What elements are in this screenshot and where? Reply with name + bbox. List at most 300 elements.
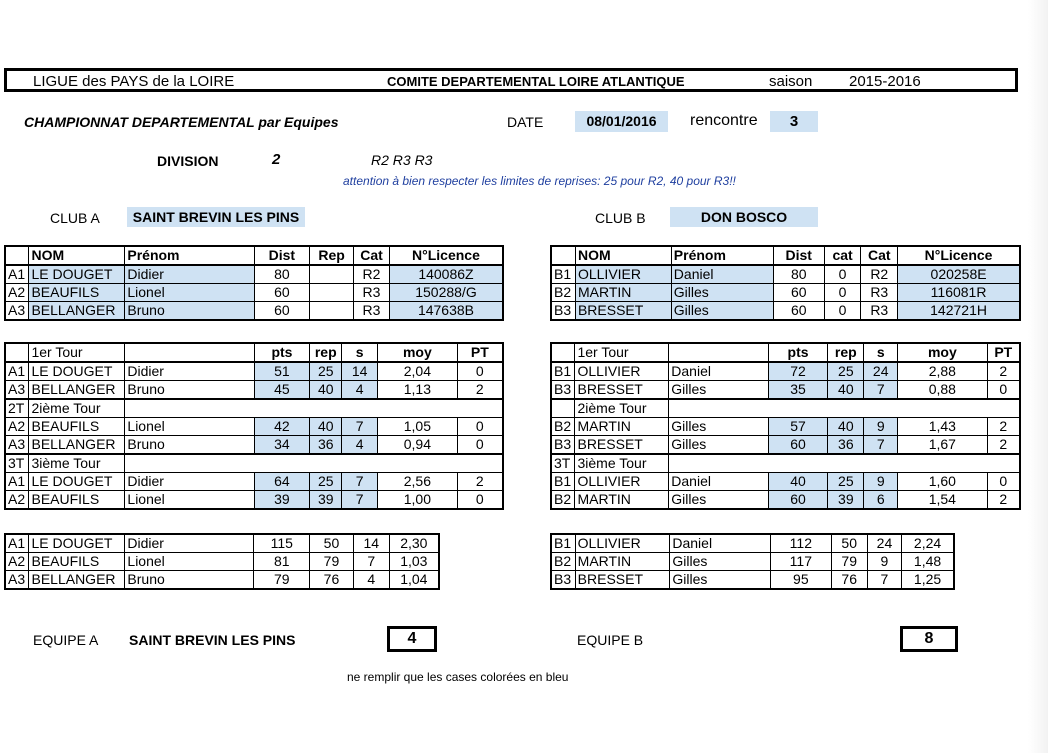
match-cell	[987, 399, 1020, 418]
match-cell	[768, 454, 828, 473]
player-prenom[interactable]: Daniel	[671, 265, 773, 284]
player-dist: 60	[773, 284, 824, 302]
match-cell	[378, 454, 458, 473]
match-cell	[254, 454, 310, 473]
match-cell: MARTIN	[575, 418, 669, 436]
total-cell: 79	[831, 553, 867, 571]
match-cell: Daniel	[669, 473, 768, 491]
player-id: B3	[551, 302, 575, 321]
match-cell: Lionel	[125, 491, 254, 510]
match-cell	[669, 454, 768, 473]
match-cell[interactable]: 40	[768, 473, 828, 491]
player-rep: 0	[824, 284, 861, 302]
match-cell: 2,04	[378, 362, 458, 381]
total-cell: B1	[551, 534, 575, 553]
player-id: A1	[5, 265, 29, 284]
player-licence[interactable]: 142721H	[898, 302, 1020, 321]
total-cell: 1,25	[902, 571, 954, 590]
match-cell: Didier	[125, 362, 254, 381]
total-cell: LE DOUGET	[29, 534, 125, 553]
match-cell	[310, 454, 342, 473]
match-cell	[254, 399, 310, 418]
total-cell: A3	[5, 571, 29, 590]
total-cell: 50	[831, 534, 867, 553]
match-cell	[457, 454, 503, 473]
match-cell[interactable]: 40	[828, 381, 864, 400]
player-nom[interactable]: BEAUFILS	[29, 284, 125, 302]
match-cell[interactable]: 24	[864, 362, 898, 381]
col-rep: Rep	[310, 246, 354, 265]
player-prenom[interactable]: Gilles	[671, 284, 773, 302]
match-cell	[125, 454, 254, 473]
match-cell: B1	[551, 362, 575, 381]
player-dist: 60	[254, 302, 310, 321]
division-classes: R2 R3 R3	[371, 152, 433, 168]
match-cell	[828, 454, 864, 473]
match-cell: 1,13	[378, 381, 458, 400]
match-cell: 0	[987, 381, 1020, 400]
match-cell: 3ième Tour	[29, 454, 125, 473]
total-cell: 24	[867, 534, 901, 553]
match-cell[interactable]: 7	[342, 418, 378, 436]
division-value: 2	[272, 151, 281, 168]
table-row	[551, 265, 1020, 284]
total-cell: Gilles	[670, 553, 771, 571]
match-cell: 2	[987, 362, 1020, 381]
equipe-a-label: EQUIPE A	[33, 632, 99, 648]
match-cell: 2ième Tour	[29, 399, 125, 418]
match-cell: Daniel	[669, 362, 768, 381]
table-row	[5, 473, 503, 491]
table-row	[551, 302, 1020, 321]
match-cell[interactable]: 45	[254, 381, 310, 400]
footer-note: ne remplir que les cases colorées en bleu	[347, 670, 569, 684]
match-cell: BELLANGER	[29, 436, 125, 455]
club-b-label: CLUB B	[595, 210, 646, 226]
total-cell: Daniel	[670, 534, 771, 553]
matches-b-table	[550, 342, 1021, 510]
match-cell: 0	[457, 362, 503, 381]
match-cell	[342, 399, 378, 418]
player-licence[interactable]: 140086Z	[389, 265, 503, 284]
season-value: 2015-2016	[849, 73, 921, 90]
match-cell[interactable]: 39	[310, 491, 342, 510]
match-cell[interactable]: 6	[864, 491, 898, 510]
total-cell: BEAUFILS	[29, 553, 125, 571]
player-id: A2	[5, 284, 29, 302]
match-cell: OLLIVIER	[575, 362, 669, 381]
player-licence[interactable]: 147638B	[389, 302, 503, 321]
match-cell[interactable]: 40	[310, 381, 342, 400]
table-row	[5, 553, 439, 571]
total-cell: A1	[5, 534, 29, 553]
total-cell: 112	[771, 534, 831, 553]
match-cell: MARTIN	[575, 491, 669, 510]
match-cell	[898, 454, 987, 473]
match-cell: 2	[987, 418, 1020, 436]
header-cell: rep	[310, 343, 342, 362]
player-licence[interactable]: 116081R	[898, 284, 1020, 302]
player-nom[interactable]: BRESSET	[575, 302, 671, 321]
col-cat-lower: cat	[824, 246, 861, 265]
match-cell[interactable]: 60	[768, 436, 828, 455]
season-label: saison	[769, 73, 813, 90]
table-row	[5, 571, 439, 590]
roster-a-table	[4, 245, 504, 321]
match-cell: A3	[5, 436, 29, 455]
table-row	[551, 534, 954, 553]
division-label: DIVISION	[157, 153, 219, 169]
player-licence[interactable]: 020258E	[898, 265, 1020, 284]
match-cell[interactable]: 60	[768, 491, 828, 510]
col-licence: N°Licence	[389, 246, 503, 265]
player-rep	[310, 265, 354, 284]
match-cell: BEAUFILS	[29, 418, 125, 436]
match-cell: B1	[551, 473, 575, 491]
matches-header	[5, 343, 503, 362]
table-row	[551, 362, 1020, 381]
player-nom[interactable]: OLLIVIER	[575, 265, 671, 284]
player-dist: 80	[254, 265, 310, 284]
match-cell	[310, 399, 342, 418]
match-cell: 0	[987, 473, 1020, 491]
total-cell: A2	[5, 553, 29, 571]
player-dist: 60	[254, 284, 310, 302]
match-cell: BEAUFILS	[29, 491, 125, 510]
player-nom[interactable]: BELLANGER	[29, 302, 125, 321]
table-row	[5, 534, 439, 553]
header-cell: rep	[828, 343, 864, 362]
table-row	[5, 362, 503, 381]
total-cell: BELLANGER	[29, 571, 125, 590]
total-cell: 81	[254, 553, 310, 571]
total-cell: 4	[353, 571, 389, 590]
match-cell[interactable]: 39	[828, 491, 864, 510]
col-nom: NOM	[29, 246, 125, 265]
col-prenom: Prénom	[125, 246, 254, 265]
player-cat: R3	[354, 302, 390, 321]
match-cell	[457, 399, 503, 418]
match-cell: LE DOUGET	[29, 362, 125, 381]
total-cell: B3	[551, 571, 575, 590]
player-dist: 60	[773, 302, 824, 321]
header-cell: pts	[254, 343, 310, 362]
player-id: B2	[551, 284, 575, 302]
total-cell: Didier	[125, 534, 254, 553]
scan-edge	[1028, 0, 1048, 753]
header-cell: s	[864, 343, 898, 362]
match-cell: 2	[987, 491, 1020, 510]
table-row	[551, 454, 1020, 473]
player-prenom[interactable]: Didier	[125, 265, 254, 284]
match-cell[interactable]: 36	[828, 436, 864, 455]
player-rep: 0	[824, 302, 861, 321]
match-cell: 0	[457, 418, 503, 436]
header-cell: 1er Tour	[575, 343, 669, 362]
table-row	[551, 399, 1020, 418]
match-cell[interactable]: 25	[310, 362, 342, 381]
match-cell: 3ième Tour	[575, 454, 669, 473]
score-b: 8	[900, 626, 958, 652]
table-row	[5, 381, 503, 400]
match-cell[interactable]: 34	[254, 436, 310, 455]
match-cell: LE DOUGET	[29, 473, 125, 491]
player-prenom[interactable]: Gilles	[671, 302, 773, 321]
total-cell: 2,24	[902, 534, 954, 553]
total-cell: 76	[310, 571, 354, 590]
header-cell: PT	[987, 343, 1020, 362]
match-cell: 2	[457, 473, 503, 491]
match-cell	[551, 399, 575, 418]
header-cell: moy	[378, 343, 458, 362]
header-cell	[669, 343, 768, 362]
table-row	[551, 284, 1020, 302]
match-cell[interactable]: 7	[864, 381, 898, 400]
col-prenom: Prénom	[671, 246, 773, 265]
header-bar	[4, 68, 1018, 92]
match-cell: 0,88	[898, 381, 987, 400]
table-row	[5, 454, 503, 473]
committee-name: COMITE DEPARTEMENTAL LOIRE ATLANTIQUE	[387, 74, 685, 89]
match-cell: Lionel	[125, 418, 254, 436]
club-a-field[interactable]: SAINT BREVIN LES PINS	[127, 207, 305, 227]
total-cell: 79	[254, 571, 310, 590]
player-prenom[interactable]: Bruno	[125, 302, 254, 321]
match-cell[interactable]: 36	[310, 436, 342, 455]
rencontre-field[interactable]: 3	[770, 111, 818, 132]
club-a-label: CLUB A	[50, 210, 100, 226]
match-cell[interactable]: 14	[342, 362, 378, 381]
match-cell: 0	[457, 491, 503, 510]
col-licence: N°Licence	[898, 246, 1020, 265]
total-cell: 117	[771, 553, 831, 571]
match-cell: 2ième Tour	[575, 399, 669, 418]
match-cell: Didier	[125, 473, 254, 491]
date-label: DATE	[507, 114, 544, 130]
reprise-warning: attention à bien respecter les limites de reprises: 25 pour R2, 40 pour R3!!	[343, 174, 736, 188]
header-cell: PT	[457, 343, 503, 362]
match-cell: 2T	[5, 399, 29, 418]
total-cell: 7	[867, 571, 901, 590]
col-dist: Dist	[254, 246, 310, 265]
match-cell: 1,67	[898, 436, 987, 455]
matches-header	[551, 343, 1020, 362]
match-cell	[898, 399, 987, 418]
col-dist: Dist	[773, 246, 824, 265]
table-row	[551, 473, 1020, 491]
match-cell: BRESSET	[575, 436, 669, 455]
match-cell: Gilles	[669, 418, 768, 436]
total-cell: 1,03	[389, 553, 439, 571]
match-cell	[828, 399, 864, 418]
match-cell[interactable]: 39	[254, 491, 310, 510]
league-name: LIGUE des PAYS de la LOIRE	[33, 73, 235, 90]
match-cell: B2	[551, 418, 575, 436]
match-cell: A2	[5, 491, 29, 510]
match-cell: Bruno	[125, 436, 254, 455]
total-cell: 7	[353, 553, 389, 571]
match-cell[interactable]: 42	[254, 418, 310, 436]
col-cat: Cat	[861, 246, 898, 265]
total-cell: 76	[831, 571, 867, 590]
table-row	[5, 491, 503, 510]
date-field[interactable]: 08/01/2016	[575, 111, 668, 132]
table-row	[5, 418, 503, 436]
player-cat: R3	[861, 302, 898, 321]
total-cell: 9	[867, 553, 901, 571]
table-row	[551, 553, 954, 571]
player-prenom[interactable]: Lionel	[125, 284, 254, 302]
roster-a-header	[5, 246, 503, 265]
total-cell: OLLIVIER	[575, 534, 670, 553]
col-id	[5, 246, 29, 265]
total-cell: Bruno	[125, 571, 254, 590]
match-cell: BRESSET	[575, 381, 669, 400]
match-cell	[864, 454, 898, 473]
match-cell[interactable]: 57	[768, 418, 828, 436]
match-cell: 1,00	[378, 491, 458, 510]
total-cell: 1,48	[902, 553, 954, 571]
total-cell: 95	[771, 571, 831, 590]
table-row	[5, 399, 503, 418]
match-cell: 2	[987, 436, 1020, 455]
match-cell	[342, 454, 378, 473]
total-cell: 2,30	[389, 534, 439, 553]
match-cell: A1	[5, 473, 29, 491]
player-nom[interactable]: LE DOUGET	[29, 265, 125, 284]
match-cell[interactable]: 4	[342, 381, 378, 400]
match-cell: 3T	[5, 454, 29, 473]
match-cell: A3	[5, 381, 29, 400]
match-cell[interactable]: 72	[768, 362, 828, 381]
player-licence[interactable]: 150288/G	[389, 284, 503, 302]
match-cell[interactable]: 64	[254, 473, 310, 491]
match-cell	[378, 399, 458, 418]
match-cell[interactable]: 4	[342, 436, 378, 455]
header-cell	[551, 343, 575, 362]
equipe-a-name: SAINT BREVIN LES PINS	[129, 632, 296, 648]
total-cell: BRESSET	[575, 571, 670, 590]
match-cell	[864, 399, 898, 418]
match-cell[interactable]: 40	[828, 418, 864, 436]
match-cell: Bruno	[125, 381, 254, 400]
match-cell[interactable]: 9	[864, 473, 898, 491]
match-cell[interactable]: 9	[864, 418, 898, 436]
matches-a-table	[4, 342, 504, 510]
player-rep: 0	[824, 265, 861, 284]
match-cell: 2	[457, 381, 503, 400]
total-cell: B2	[551, 553, 575, 571]
match-cell: B3	[551, 381, 575, 400]
player-cat: R2	[354, 265, 390, 284]
match-cell[interactable]: 51	[254, 362, 310, 381]
table-row	[551, 418, 1020, 436]
match-cell: A2	[5, 418, 29, 436]
table-row	[551, 491, 1020, 510]
match-cell	[669, 399, 768, 418]
total-cell: 14	[353, 534, 389, 553]
player-id: B1	[551, 265, 575, 284]
match-cell[interactable]: 40	[310, 418, 342, 436]
table-row	[551, 436, 1020, 455]
equipe-b-label: EQUIPE B	[577, 632, 644, 648]
player-cat: R3	[861, 284, 898, 302]
table-row	[5, 436, 503, 455]
totals-a-table	[4, 533, 440, 590]
score-a: 4	[387, 626, 437, 652]
page-title: CHAMPIONNAT DEPARTEMENTAL par Equipes	[24, 114, 339, 130]
player-cat: R3	[354, 284, 390, 302]
rencontre-label: rencontre	[690, 112, 758, 129]
match-cell: 1,60	[898, 473, 987, 491]
col-cat: Cat	[354, 246, 390, 265]
club-b-field[interactable]: DON BOSCO	[670, 207, 818, 227]
match-cell[interactable]: 25	[828, 362, 864, 381]
match-cell: 2,56	[378, 473, 458, 491]
total-cell: 1,04	[389, 571, 439, 590]
match-cell: B2	[551, 491, 575, 510]
player-nom[interactable]: MARTIN	[575, 284, 671, 302]
total-cell: MARTIN	[575, 553, 670, 571]
match-cell[interactable]: 25	[310, 473, 342, 491]
match-cell[interactable]: 25	[828, 473, 864, 491]
table-row	[5, 265, 503, 284]
header-cell	[5, 343, 29, 362]
player-dist: 80	[773, 265, 824, 284]
header-cell: moy	[898, 343, 987, 362]
match-cell[interactable]: 7	[864, 436, 898, 455]
header-cell	[125, 343, 254, 362]
match-cell: Gilles	[669, 436, 768, 455]
total-cell: 115	[254, 534, 310, 553]
match-cell: Gilles	[669, 491, 768, 510]
match-cell: Gilles	[669, 381, 768, 400]
player-cat: R2	[861, 265, 898, 284]
roster-b-header	[551, 246, 1020, 265]
col-nom: NOM	[575, 246, 671, 265]
total-cell: Gilles	[670, 571, 771, 590]
header-cell: s	[342, 343, 378, 362]
match-cell: 3T	[551, 454, 575, 473]
match-cell[interactable]: 7	[342, 473, 378, 491]
header-cell: pts	[768, 343, 828, 362]
match-cell: 1,05	[378, 418, 458, 436]
player-rep	[310, 302, 354, 321]
match-cell: 2,88	[898, 362, 987, 381]
match-cell: 0	[457, 436, 503, 455]
match-cell: 1,43	[898, 418, 987, 436]
table-row	[5, 302, 503, 321]
match-cell: BELLANGER	[29, 381, 125, 400]
match-cell: 0,94	[378, 436, 458, 455]
match-cell[interactable]: 35	[768, 381, 828, 400]
match-cell	[125, 399, 254, 418]
player-id: A3	[5, 302, 29, 321]
match-cell[interactable]: 7	[342, 491, 378, 510]
header-cell: 1er Tour	[29, 343, 125, 362]
match-cell	[768, 399, 828, 418]
match-cell: OLLIVIER	[575, 473, 669, 491]
match-cell: A1	[5, 362, 29, 381]
total-cell: Lionel	[125, 553, 254, 571]
total-cell: 79	[310, 553, 354, 571]
col-id	[551, 246, 575, 265]
table-row	[551, 381, 1020, 400]
roster-b-table	[550, 245, 1021, 321]
player-rep	[310, 284, 354, 302]
totals-b-table	[550, 533, 955, 590]
table-row	[5, 284, 503, 302]
